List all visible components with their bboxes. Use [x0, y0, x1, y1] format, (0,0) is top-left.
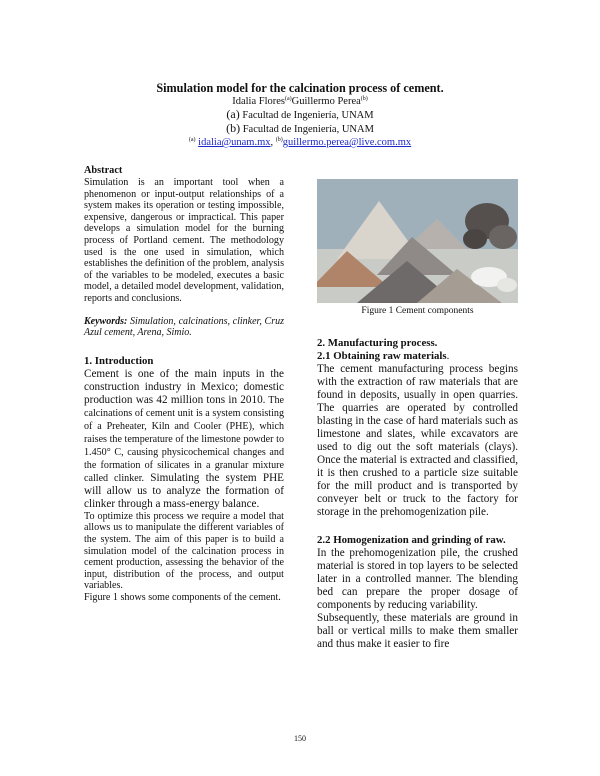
section-2-1-text: The cement manufacturing process begins with the extraction of raw materials that are found in deposits, usually in open quarries. The quarries are operated by controlled blasting in the case of hard materials such as limestone and slates, while excavators are used to dig out the soft materials (clays). Once the material is extracted and classified, it is then crushed to a particle size suitable for the mill product and is transported by conveyer belt or truck to the factory for storage in the prehomogenization pile.	[317, 363, 518, 518]
introduction-paragraph-2: To optimize this process we require a model that allows us to manipulate the different variables of the system. The aim of this paper is to build a simulation model of the calcination process in cement production, assessing the behavior of the input, distribution of the process, and output variables.	[84, 510, 284, 592]
paper-title: Simulation model for the calcination process of cement.	[156, 81, 444, 95]
section-2-heading: 2. Manufacturing process.	[317, 337, 438, 349]
affiliation-b	[0, 122, 600, 136]
author-flores-marker: (a)	[285, 96, 292, 102]
introduction-paragraph-3: Figure 1 shows some components of the cement.	[84, 591, 281, 603]
paper-header	[0, 82, 600, 149]
email-link-flores[interactable]: idalia@unam.mx	[198, 137, 271, 148]
keywords-text: Simulation, calcinations, clinker, Cruz Azul cement, Arena, Simio.	[84, 315, 284, 339]
section-2-1-heading-dot: .	[446, 350, 450, 362]
email-a-marker: (a)	[188, 137, 196, 143]
section-2-2-paragraph-2: Subsequently, these materials are ground in ball or vertical mills to make them smaller and thus make it easier to fire	[317, 612, 518, 650]
keywords	[84, 316, 284, 339]
abstract-heading: Abstract	[84, 165, 123, 176]
section-2-2-paragraph-1: In the prehomogenization pile, the crushed material is stored in top layers to be selected later in a controlled manner. The blending bed can prepare the proper dosage of components by reducing variability.	[317, 547, 518, 611]
email-b-marker: (b)	[275, 137, 283, 143]
section-2-1-heading-line	[317, 350, 518, 363]
page-number: 150	[294, 734, 306, 743]
cement-piles-illustration	[317, 179, 518, 303]
introduction-paragraph-1	[84, 368, 284, 511]
affiliation-a-tag: (a)	[226, 107, 240, 121]
abstract-text: Simulation is an important tool when a phenomenon or input-output relationships of a system makes its operation or testing impossible, expensive, dangerous or impractical. This paper develops a simulation model for the burning process of Portland cement. The methodology used is the one used in simulation, which establishes the definition of the problem, analysis of the variables to be modeled, executes a basic model, a detailed model development, validation, reports and conclusions.	[84, 177, 284, 304]
right-column	[317, 179, 518, 651]
email-link-perea[interactable]: guillermo.perea@live.com.mx	[282, 137, 412, 148]
intro-sentence-2: The calcinations of cement unit is a system consisting of a Preheater, Kiln and Cooler (PHE), which raises the temperature of the limestone powder to 1.450° C, causing physicochemical changes and the formation of silicates in a granular mixture called clinker.	[84, 394, 284, 484]
section-2-2-heading: 2.2 Homogenization and grinding of raw.	[317, 534, 506, 546]
author-perea-marker: (b)	[360, 96, 368, 102]
email-separator: ,	[270, 137, 276, 148]
figure-1-caption: Figure 1 Cement components	[361, 306, 474, 316]
email-line	[0, 136, 600, 149]
author-flores: Idalia Flores	[232, 96, 285, 107]
left-column	[84, 165, 284, 603]
keywords-label: Keywords:	[84, 315, 128, 327]
intro-sentence-1: Cement is one of the main inputs in the construction industry in Mexico; domestic production was 42 million tons in 2010.	[84, 367, 284, 406]
introduction-heading: 1. Introduction	[84, 354, 154, 367]
author-perea: Guillermo Perea	[291, 96, 361, 107]
affiliation-a	[0, 108, 600, 122]
affiliation-a-text: Facultad de Ingeniería, UNAM	[239, 110, 374, 121]
author-line	[0, 95, 600, 108]
intro-sentence-3: Simulating the system PHE will allow us to analyze the formation of clinker through a mass-energy balance.	[84, 471, 284, 510]
affiliation-b-tag: (b)	[226, 121, 241, 135]
cement-components-photo	[317, 179, 518, 303]
section-2-1-heading: 2.1 Obtaining raw materials	[317, 350, 447, 362]
affiliation-b-text: Facultad de Ingeniería, UNAM	[240, 124, 374, 135]
